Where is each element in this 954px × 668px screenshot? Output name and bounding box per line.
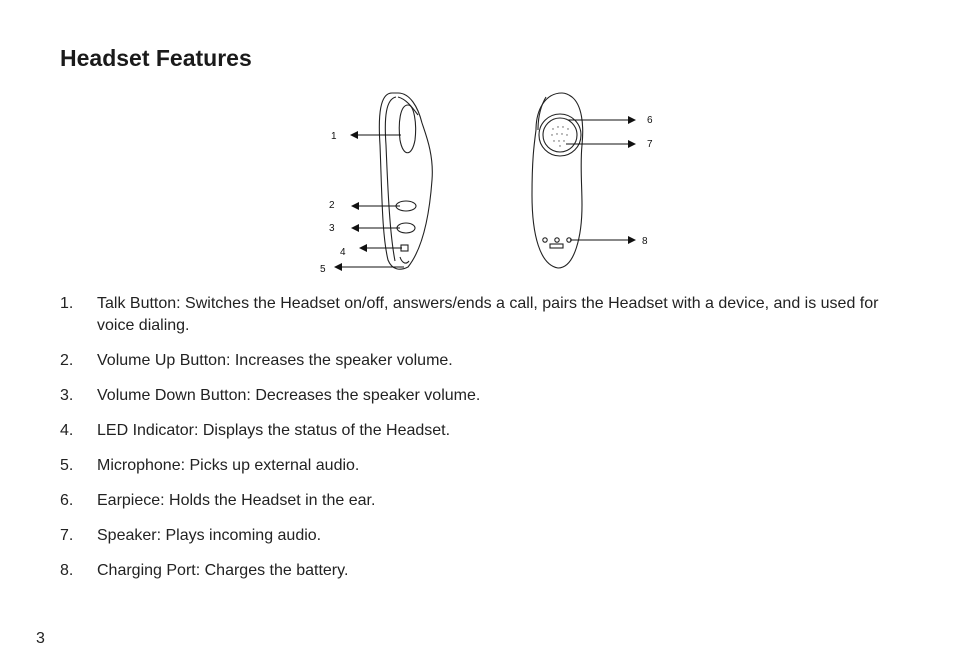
feature-number: 4.	[60, 422, 74, 439]
feature-number: 2.	[60, 352, 74, 369]
feature-text: Charging Port: Charges the battery.	[97, 562, 349, 579]
feature-text: Talk Button: Switches the Headset on/off, answers/ends a call, pairs the Headset with a device, and is used for voice dialing.	[97, 295, 879, 334]
callout-label-5: 5	[320, 264, 326, 275]
page-number: 3	[36, 630, 45, 647]
callout-label-3: 3	[329, 223, 335, 234]
page-title: Headset Features	[60, 45, 252, 71]
headset-front-view	[532, 93, 583, 268]
feature-number: 7.	[60, 527, 74, 544]
feature-text: Volume Down Button: Decreases the speaker volume.	[97, 387, 481, 404]
feature-number: 1.	[60, 295, 74, 312]
feature-number: 5.	[60, 457, 74, 474]
feature-text: Earpiece: Holds the Headset in the ear.	[97, 492, 376, 509]
callout-label-8: 8	[642, 236, 648, 247]
feature-item	[60, 455, 900, 477]
feature-item	[60, 385, 900, 407]
callout-label-1: 1	[331, 131, 337, 142]
callout-label-4: 4	[340, 247, 346, 258]
feature-item	[60, 293, 900, 337]
feature-item	[60, 350, 900, 372]
headset-diagram	[300, 85, 680, 280]
feature-text: Microphone: Picks up external audio.	[97, 457, 360, 474]
callout-label-2: 2	[329, 200, 335, 211]
feature-item	[60, 525, 900, 547]
feature-item	[60, 420, 900, 442]
feature-number: 3.	[60, 387, 74, 404]
feature-text: LED Indicator: Displays the status of the Headset.	[97, 422, 451, 439]
feature-number: 8.	[60, 562, 74, 579]
callout-label-7: 7	[647, 139, 653, 150]
headset-side-view	[379, 93, 432, 269]
feature-text: Speaker: Plays incoming audio.	[97, 527, 322, 544]
callout-label-6: 6	[647, 115, 653, 126]
feature-item	[60, 560, 900, 582]
feature-number: 6.	[60, 492, 74, 509]
feature-text: Volume Up Button: Increases the speaker volume.	[97, 352, 453, 369]
feature-list	[60, 293, 900, 595]
feature-item	[60, 490, 900, 512]
